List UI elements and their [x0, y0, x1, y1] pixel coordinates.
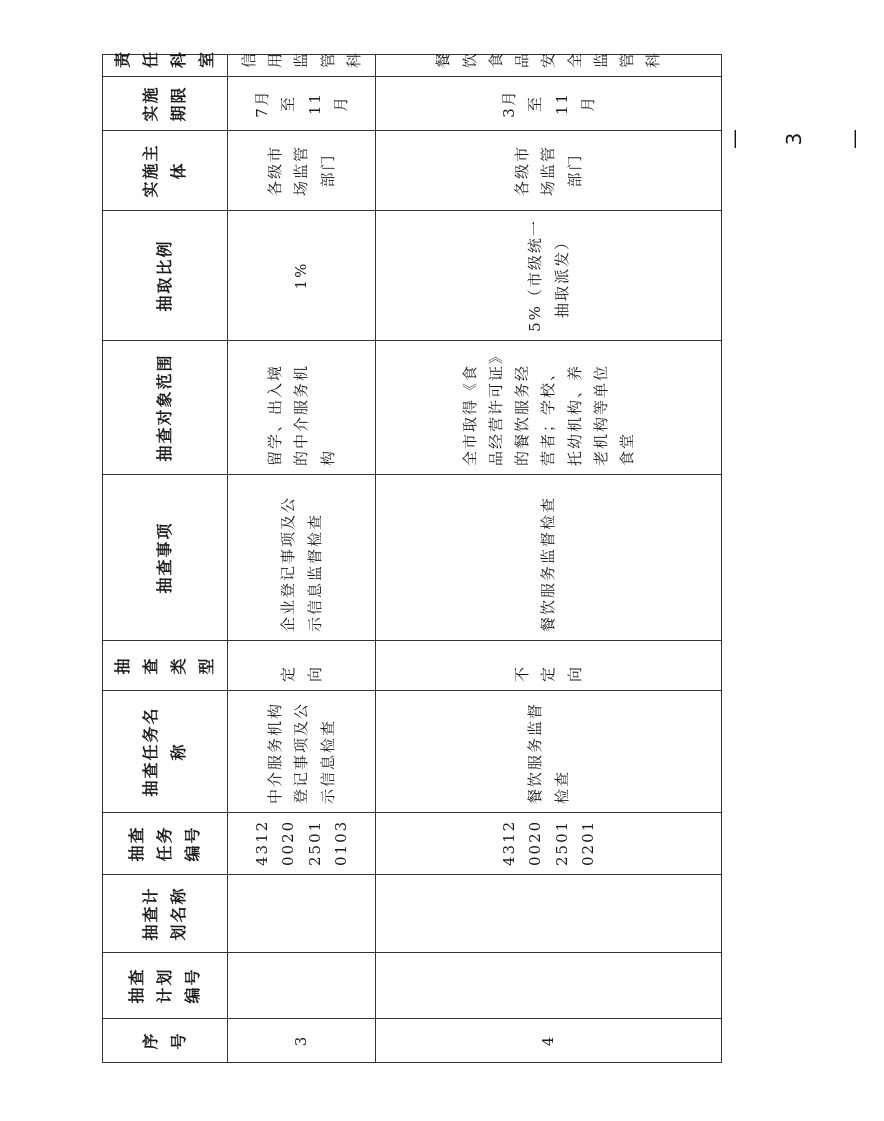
header-subject: 实施主体: [103, 131, 228, 211]
header-seq: 序号: [103, 1019, 228, 1063]
row-scope: 留学、出入境的中介服务机构: [228, 341, 376, 475]
row-ratio: 5%（市级统一抽取派发）: [376, 211, 722, 341]
row-task-name: 中介服务机构登记事项及公示信息检查: [228, 691, 376, 813]
row-task-no: 4312 0020 2501 0201: [376, 813, 722, 875]
header-scope: 抽查对象范围: [103, 341, 228, 475]
inspection-plan-table: [102, 49, 722, 1063]
header-period: 实施期限: [103, 77, 228, 131]
row-period: 7月至11月: [228, 77, 376, 131]
row-seq: 4: [376, 1019, 722, 1063]
page-number: — 3 —: [722, 127, 866, 149]
header-plan-no: 抽查计划编号: [103, 953, 228, 1019]
row-plan-no: [376, 953, 722, 1019]
rotated-content: [102, 49, 666, 1063]
row-plan-name: [228, 875, 376, 953]
row-dept: 餐饮食品安全监管科: [376, 55, 722, 77]
header-task-no: 抽查任务编号: [103, 813, 228, 875]
row-task-no: 4312 0020 2501 0103: [228, 813, 376, 875]
row-period: 3月至11月: [376, 77, 722, 131]
row-task-name: 餐饮服务监督检查: [376, 691, 722, 813]
row-items: 企业登记事项及公示信息监督检查: [228, 475, 376, 641]
table-header-row: [103, 55, 228, 1063]
header-type: 抽查类型: [103, 641, 228, 691]
row-ratio: 1%: [228, 211, 376, 341]
row-plan-no: [228, 953, 376, 1019]
header-items: 抽查事项: [103, 475, 228, 641]
row-subject: 各级市场监管部门: [376, 131, 722, 211]
row-seq: 3: [228, 1019, 376, 1063]
row-items: 餐饮服务监督检查: [376, 475, 722, 641]
header-dept: 责任科室: [103, 55, 228, 77]
row-subject: 各级市场监管部门: [228, 131, 376, 211]
row-plan-name: [376, 875, 722, 953]
row-dept: 信用监管科: [228, 55, 376, 77]
row-type: 不定向: [376, 641, 722, 691]
rotated-table-page: [102, 49, 666, 1063]
row-type: 定向: [228, 641, 376, 691]
header-plan-name: 抽查计划名称: [103, 875, 228, 953]
table-row: [376, 55, 722, 1063]
header-task-name: 抽查任务名称: [103, 691, 228, 813]
header-ratio: 抽取比例: [103, 211, 228, 341]
table-row: [228, 55, 376, 1063]
row-scope: 全市取得《食品经营许可证》的餐饮服务经营者；学校、托幼机构、养老机构等单位食堂: [376, 341, 722, 475]
